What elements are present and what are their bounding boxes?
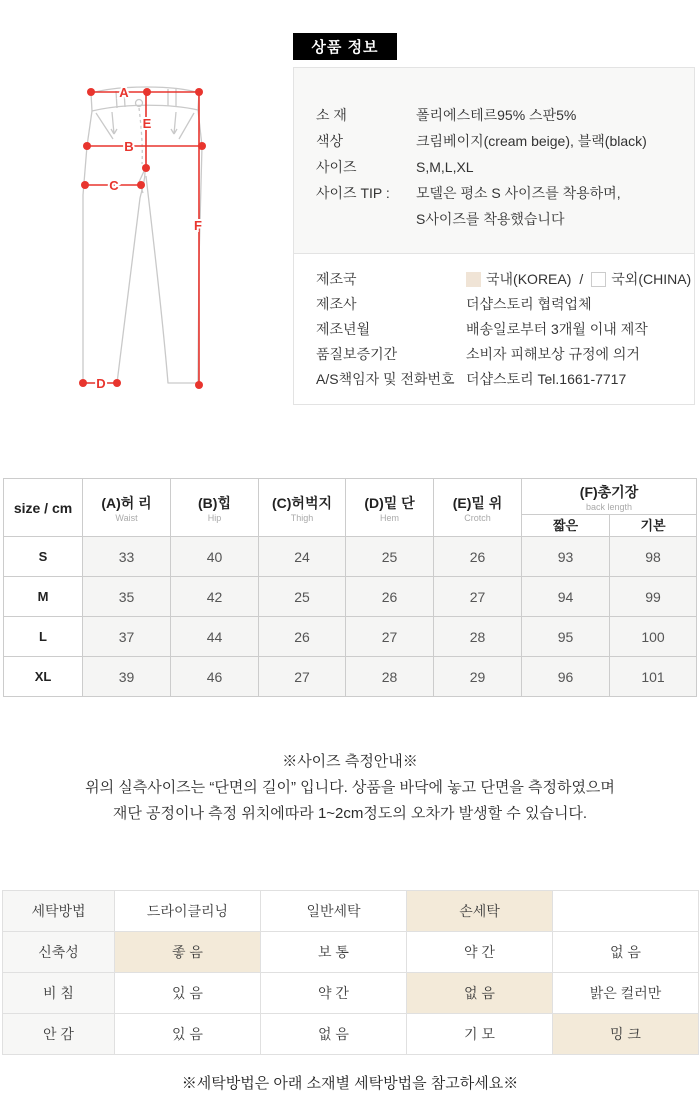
mfg-date-value: 배송일로부터 3개월 이내 제작 [466,321,648,337]
color-label: 색상 [316,133,344,149]
size-row-m [4,577,697,617]
info-row-warranty [316,342,694,367]
size-table [3,478,697,697]
wash-cell: 없 음 [261,1014,407,1055]
size-table-corner: size / cm [4,479,83,537]
size-cell: 24 [259,537,346,577]
material-value: 폴리에스테르95% 스판5% [416,107,577,123]
size-notice [0,749,700,827]
measure-label-c: C [109,178,119,193]
manufacturer-value: 더샵스토리 협력업체 [466,296,592,312]
top-section [0,0,700,478]
col-header-hip-ko: (B)힙 [198,495,231,511]
size-cell: 28 [434,617,522,657]
manufacture-info-box [293,253,695,405]
wash-footer-note: ※세탁방법은 아래 소재별 세탁방법을 참고하세요※ [181,1075,519,1092]
col-header-hem [346,479,434,537]
col-header-waist-ko: (A)허 리 [101,495,152,511]
info-row-manufacturer [316,292,694,317]
wash-row-lining [3,1014,699,1055]
col-header-total-length-en: back length [585,502,633,512]
info-row-color [316,128,694,154]
col-header-hem-en: Hem [379,513,399,523]
size-cell: 33 [83,537,171,577]
size-cell: 37 [83,617,171,657]
size-row-label: M [4,577,83,617]
size-row-l [4,617,697,657]
pants-measurement-diagram [50,60,290,410]
wash-row-label: 신축성 [3,932,115,973]
wash-cell: 있 음 [115,973,261,1014]
size-row-label: XL [4,657,83,697]
info-row-material [316,102,694,128]
wash-row-label: 세탁방법 [3,891,115,932]
size-tip-value [416,180,694,232]
info-row-as-contact [316,367,694,392]
wash-table [2,890,699,1055]
as-contact-label: A/S책임자 및 전화번호 [316,371,455,387]
size-cell: 26 [346,577,434,617]
size-cell: 44 [171,617,259,657]
origin-separator: / [579,271,584,287]
size-cell: 26 [259,617,346,657]
size-cell: 25 [346,537,434,577]
col-header-total-length [522,479,697,515]
color-value: 크림베이지(cream beige), 블랙(black) [416,133,647,149]
size-cell: 39 [83,657,171,697]
col-header-short: 짧은 [522,515,610,537]
manufacturer-label: 제조사 [316,296,357,312]
size-row-label: L [4,617,83,657]
wash-cell: 약 간 [407,932,553,973]
size-cell: 29 [434,657,522,697]
size-cell: 25 [259,577,346,617]
size-row-s [4,537,697,577]
korea-checkbox-icon [466,272,481,287]
size-tip-line1: 모델은 평소 S 사이즈를 착용하며, [416,185,621,201]
wash-row-stretch [3,932,699,973]
mfg-date-label: 제조년월 [316,321,371,337]
info-row-size-tip [316,180,694,232]
col-header-total-length-ko: (F)총기장 [579,484,639,500]
china-label: 국외(CHINA) [611,271,692,287]
col-header-hip [171,479,259,537]
size-cell: 95 [522,617,610,657]
size-cell: 40 [171,537,259,577]
wash-cell-selected: 밍 크 [553,1014,699,1055]
wash-cell: 있 음 [115,1014,261,1055]
wash-cell-selected: 없 음 [407,973,553,1014]
as-contact-value: 더샵스토리 Tel.1661-7717 [466,371,627,387]
size-row-xl [4,657,697,697]
size-cell: 98 [610,537,697,577]
wash-cell-selected: 좋 음 [115,932,261,973]
info-row-size [316,154,694,180]
col-header-crotch-en: Crotch [464,513,491,523]
wash-cell: 일반세탁 [261,891,407,932]
wash-cell: 기 모 [407,1014,553,1055]
wash-cell [553,891,699,932]
col-header-crotch [434,479,522,537]
origin-value [466,267,694,292]
info-row-origin [316,267,694,292]
wash-row-label: 안 감 [3,1014,115,1055]
wash-cell-selected: 손세탁 [407,891,553,932]
col-header-thigh [259,479,346,537]
material-label: 소 재 [316,107,347,123]
wash-cell: 없 음 [553,932,699,973]
col-header-thigh-en: Thigh [290,513,314,523]
col-header-basic: 기본 [610,515,697,537]
wash-row-label: 비 침 [3,973,115,1014]
size-cell: 27 [259,657,346,697]
size-cell: 99 [610,577,697,617]
size-cell: 94 [522,577,610,617]
size-cell: 96 [522,657,610,697]
size-cell: 28 [346,657,434,697]
measure-lines [83,92,202,385]
col-header-hem-ko: (D)밑 단 [364,495,415,511]
wash-cell: 드라이클리닝 [115,891,261,932]
col-header-waist [83,479,171,537]
size-cell: 101 [610,657,697,697]
size-cell: 93 [522,537,610,577]
size-tip-label: 사이즈 TIP : [316,185,390,201]
col-header-waist-en: Waist [115,513,138,523]
size-cell: 26 [434,537,522,577]
wash-cell: 밝은 컬러만 [553,973,699,1014]
section-title-badge: 상품 정보 [293,33,397,60]
col-header-crotch-ko: (E)밑 위 [452,495,503,511]
wash-cell: 약 간 [261,973,407,1014]
size-label: 사이즈 [316,159,357,175]
col-header-hip-en: Hip [207,513,222,523]
wash-row-method [3,891,699,932]
size-cell: 42 [171,577,259,617]
warranty-label: 품질보증기간 [316,346,398,362]
measure-label-e: E [142,116,152,131]
size-cell: 35 [83,577,171,617]
wash-cell: 보 통 [261,932,407,973]
size-value: S,M,L,XL [416,159,474,175]
size-row-label: S [4,537,83,577]
wash-row-sheerness [3,973,699,1014]
measure-dots [79,88,206,389]
size-notice-line1: 위의 실측사이즈는 “단면의 길이” 입니다. 상품을 바닥에 놓고 단면을 측정하였으며 [85,779,615,796]
measure-label-d: D [96,376,106,391]
col-header-thigh-ko: (C)허벅지 [271,495,332,511]
origin-label: 제조국 [316,271,357,287]
size-cell: 27 [346,617,434,657]
china-checkbox-icon [591,272,606,287]
measure-label-a: A [119,85,129,100]
size-tip-line2: S사이즈를 착용했습니다 [416,211,565,227]
measure-label-f: F [194,218,202,233]
product-info-box [293,67,695,254]
pants-outline [83,87,202,383]
size-notice-title: ※사이즈 측정안내※ [282,753,418,770]
warranty-value: 소비자 피해보상 규정에 의거 [466,346,640,362]
measure-label-b: B [124,139,134,154]
size-cell: 100 [610,617,697,657]
korea-label: 국내(KOREA) [486,271,572,287]
size-cell: 27 [434,577,522,617]
info-row-mfg-date [316,317,694,342]
size-cell: 46 [171,657,259,697]
size-notice-line2: 재단 공정이나 측정 위치에따라 1~2cm정도의 오차가 발생할 수 있습니다. [112,805,588,822]
